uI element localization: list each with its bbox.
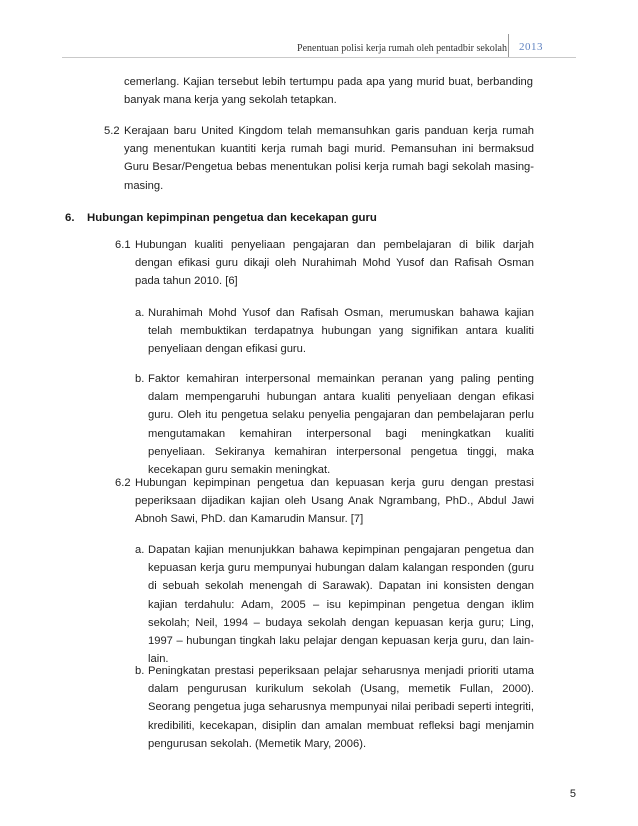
sub-item-text: Peningkatan prestasi peperiksaan pelajar seharusnya menjadi prioriti utama dalam pengurusan kurikulum sekolah (Usang, memetik Fullan, 2000). Seorang pengetua juga seharusnya mempunyai nilai peribadi seperti integriti, kredibiliti, kecekapan, disiplin dan amalan membuat refleksi bagi menjamin pengurusan sekolah. (Memetik Mary, 2006). [148, 665, 534, 750]
sub-item-label: b. [135, 373, 145, 385]
section-heading-6 [65, 212, 377, 224]
section-title: Hubungan kepimpinan pengetua dan kecekapan guru [87, 212, 377, 224]
sub-item-6-1-a [135, 304, 534, 360]
header-divider [508, 34, 509, 57]
running-header-year: 2013 [519, 41, 543, 53]
sub-item-label: a. [135, 307, 145, 319]
sub-item-label: b. [135, 665, 145, 677]
sub-item-6-2-a [135, 541, 534, 666]
sub-item-text: Dapatan kajian menunjukkan bahawa kepimpinan pengajaran pengetua dan kepuasan kerja guru mempunyai hubungan dalam kalangan responden (guru di sebuah sekolah menengah di Sarawak). Dapatan ini konsisten dengan kajian terdahulu: Adam, 2005 – isu kepimpinan pengetua dengan iklim sekolah; Neil, 1994 – budaya sekolah dengan kepuasan kerja guru; Ling, 1997 – hubungan tingkah laku pelajar dengan kepuasan kerja guru, dan lain-lain. [148, 544, 534, 666]
item-6-1 [115, 236, 534, 292]
item-number: 6.2 [115, 477, 131, 489]
header-rule [62, 57, 576, 58]
item-number: 5.2 [104, 125, 120, 137]
item-5-2 [104, 122, 534, 197]
item-text: Kerajaan baru United Kingdom telah memansuhkan garis panduan kerja rumah yang menentukan kuantiti kerja rumah bagi murid. Pemansuhan ini bermaksud Guru Besar/Pengetua bebas menentukan polisi kerja rumah bagi sekolah masing-masing. [124, 125, 534, 192]
sub-item-text: Faktor kemahiran interpersonal memainkan peranan yang paling penting dalam mempengaruhi hubungan antara kualiti penyeliaan dengan efikasi guru. Oleh itu pengetua selaku penyelia pengajaran dan pembelajaran perlu mengutamakan kemahiran interpersonal bagi meningkatkan kualiti penyeliaan. Sekiranya kemahiran interpersonal pengetua tinggi, maka kecekapan guru semakin meningkat. [148, 373, 534, 477]
sub-item-text: Nurahimah Mohd Yusof dan Rafisah Osman, merumuskan bahawa kajian telah membuktikan terdapatnya hubungan yang signifikan antara kualiti penyeliaan dengan efikasi guru. [148, 307, 534, 356]
item-6-2 [115, 474, 534, 530]
sub-item-6-2-b [135, 662, 534, 754]
item-text: Hubungan kualiti penyeliaan pengajaran dan pembelajaran di bilik darjah dengan efikasi guru dikaji oleh Nurahimah Mohd Yusof dan Rafisah Osman pada tahun 2010. [6] [135, 239, 534, 288]
sub-item-label: a. [135, 544, 145, 556]
continuation-paragraph: cemerlang. Kajian tersebut lebih tertumpu pada apa yang murid buat, berbanding banyak mana kerja yang sekolah tetapkan. [124, 76, 533, 107]
running-header-title: Penentuan polisi kerja rumah oleh pentadbir sekolah [297, 43, 507, 54]
item-number: 6.1 [115, 239, 131, 251]
page-number: 5 [569, 788, 576, 800]
item-text: Hubungan kepimpinan pengetua dan kepuasan kerja guru dengan prestasi peperiksaan dijadikan kajian oleh Usang Anak Ngrambang, PhD., Abdul Jawi Abnoh Sawi, PhD. dan Kamarudin Mansur. [7] [135, 477, 534, 526]
sub-item-6-1-b [135, 370, 534, 477]
section-number: 6. [65, 212, 75, 224]
